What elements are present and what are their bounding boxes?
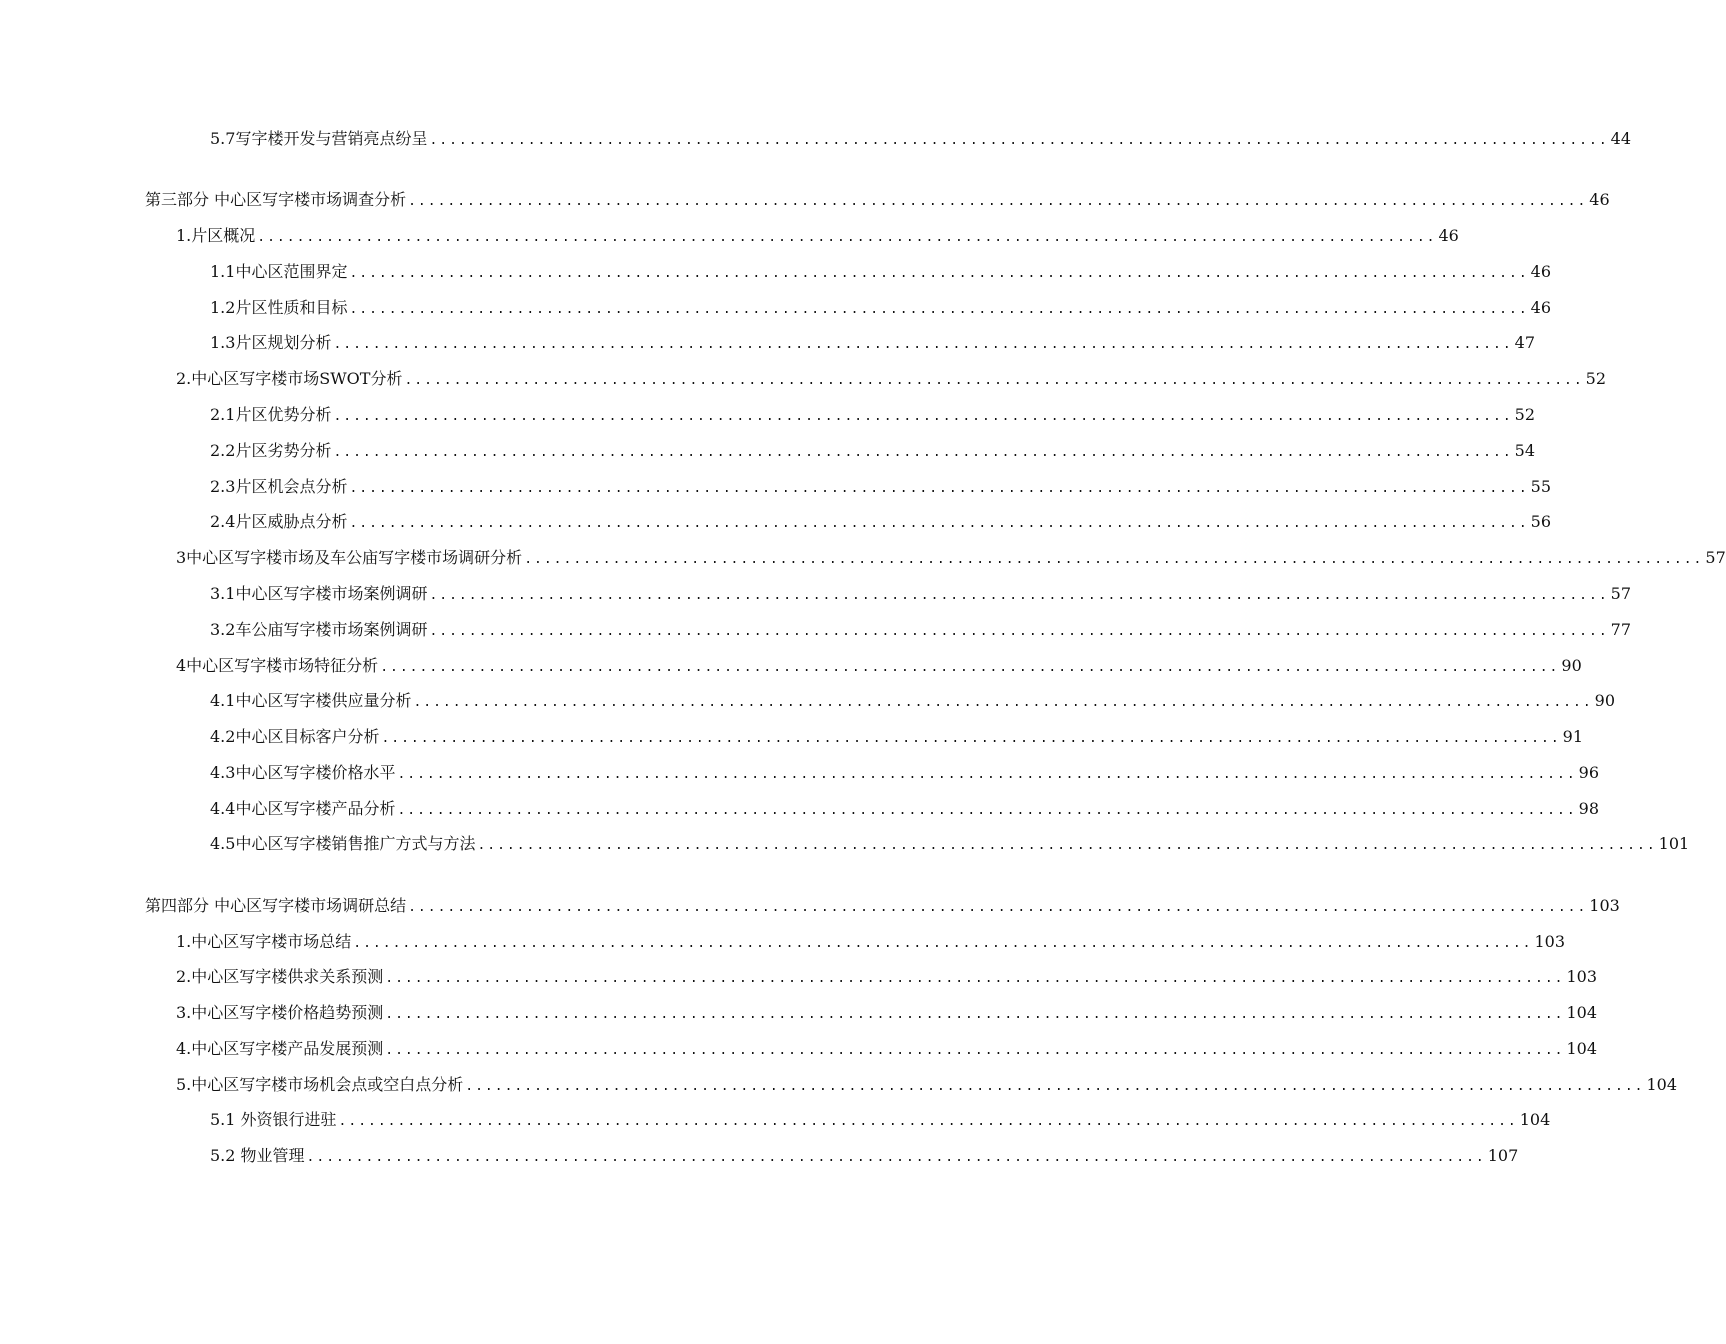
toc-entry-page: 52 bbox=[1514, 405, 1536, 424]
toc-entry-page: 52 bbox=[1585, 369, 1607, 388]
toc-leader-dots: ........................................................................................................................ bbox=[465, 1079, 1645, 1094]
toc-leader-dots: ........................................................................................................................ bbox=[349, 516, 1529, 531]
toc-entry[interactable] bbox=[210, 261, 1552, 283]
toc-entry[interactable] bbox=[210, 833, 1690, 855]
toc-entry-page: 91 bbox=[1562, 727, 1584, 746]
toc-entry-title: 5.2 物业管理 bbox=[210, 1146, 305, 1165]
toc-entry-page: 104 bbox=[1566, 1003, 1598, 1022]
toc-leader-dots: ........................................................................................................................ bbox=[349, 481, 1529, 496]
toc-entry[interactable] bbox=[210, 583, 1632, 605]
toc-leader-dots: ........................................................................................................................ bbox=[397, 803, 1577, 818]
toc-entry-title: 4.中心区写字楼产品发展预测 bbox=[176, 1039, 384, 1058]
toc-leader-dots: ........................................................................................................................ bbox=[477, 838, 1657, 853]
toc-entry-page: 55 bbox=[1530, 477, 1552, 496]
toc-entry-page: 103 bbox=[1566, 967, 1598, 986]
toc-entry[interactable] bbox=[176, 368, 1607, 390]
toc-entry-title: 第三部分 中心区写字楼市场调查分析 bbox=[145, 190, 407, 209]
toc-entry[interactable] bbox=[145, 895, 1620, 917]
toc-entry[interactable] bbox=[176, 1074, 1678, 1096]
toc-entry-page: 104 bbox=[1519, 1110, 1551, 1129]
toc-entry-page: 103 bbox=[1534, 932, 1566, 951]
toc-entry[interactable] bbox=[210, 511, 1552, 533]
toc-entry[interactable] bbox=[210, 297, 1552, 319]
toc-entry-page: 46 bbox=[1530, 262, 1552, 281]
toc-entry-page: 54 bbox=[1514, 441, 1536, 460]
toc-entry-page: 56 bbox=[1530, 512, 1552, 531]
toc-entry-page: 103 bbox=[1589, 896, 1620, 915]
toc-entry-title: 1.1中心区范围界定 bbox=[210, 262, 348, 281]
toc-entry-title: 第四部分 中心区写字楼市场调研总结 bbox=[145, 896, 407, 915]
toc-entry-title: 3.2车公庙写字楼市场案例调研 bbox=[210, 620, 428, 639]
toc-leader-dots: ........................................................................................................................ bbox=[381, 731, 1561, 746]
toc-entry-page: 96 bbox=[1578, 763, 1600, 782]
toc-entry-page: 107 bbox=[1487, 1146, 1519, 1165]
toc-entry-page: 46 bbox=[1438, 226, 1459, 245]
toc-entry-title: 4中心区写字楼市场特征分析 bbox=[176, 656, 379, 675]
toc-leader-dots: ........................................................................................................................ bbox=[333, 337, 1513, 352]
toc-entry-title: 3.中心区写字楼价格趋势预测 bbox=[176, 1003, 384, 1022]
toc-entry-page: 104 bbox=[1646, 1075, 1678, 1094]
toc-entry-title: 1.3片区规划分析 bbox=[210, 333, 332, 352]
toc-entry[interactable] bbox=[210, 798, 1600, 820]
toc-leader-dots: ........................................................................................................................ bbox=[257, 230, 1437, 245]
toc-leader-dots: ........................................................................................................................ bbox=[333, 445, 1513, 460]
toc-leader-dots: ........................................................................................................................ bbox=[397, 767, 1577, 782]
toc-entry-title: 4.5中心区写字楼销售推广方式与方法 bbox=[210, 834, 476, 853]
toc-leader-dots: ........................................................................................................................ bbox=[380, 660, 1560, 675]
toc-entry[interactable] bbox=[176, 966, 1598, 988]
toc-entry-page: 90 bbox=[1594, 691, 1616, 710]
toc-entry-page: 47 bbox=[1514, 333, 1536, 352]
toc-entry-page: 57 bbox=[1610, 584, 1632, 603]
toc-entry-title: 2.3片区机会点分析 bbox=[210, 477, 348, 496]
toc-leader-dots: ........................................................................................................................ bbox=[413, 695, 1593, 710]
toc-entry-title: 2.2片区劣势分析 bbox=[210, 441, 332, 460]
toc-entry[interactable] bbox=[210, 440, 1536, 462]
toc-entry-title: 2.中心区写字楼市场SWOT分析 bbox=[176, 369, 403, 388]
toc-entry-title: 3中心区写字楼市场及车公庙写字楼市场调研分析 bbox=[176, 548, 523, 567]
toc-leader-dots: ........................................................................................................................ bbox=[349, 302, 1529, 317]
toc-entry-title: 4.4中心区写字楼产品分析 bbox=[210, 799, 396, 818]
toc-entry[interactable] bbox=[210, 404, 1536, 426]
toc-entry-page: 44 bbox=[1610, 129, 1632, 148]
toc-entry[interactable] bbox=[210, 1145, 1519, 1167]
toc-leader-dots: ........................................................................................................................ bbox=[429, 624, 1609, 639]
toc-leader-dots: ........................................................................................................................ bbox=[349, 266, 1529, 281]
toc-entry-title: 1.片区概况 bbox=[176, 226, 256, 245]
toc-entry[interactable] bbox=[176, 1038, 1598, 1060]
toc-entry[interactable] bbox=[210, 762, 1600, 784]
toc-entry-title: 4.1中心区写字楼供应量分析 bbox=[210, 691, 412, 710]
toc-leader-dots: ........................................................................................................................ bbox=[338, 1114, 1518, 1129]
toc-leader-dots: ........................................................................................................................ bbox=[385, 1043, 1565, 1058]
toc-leader-dots: ........................................................................................................................ bbox=[408, 194, 1588, 209]
toc-leader-dots: ........................................................................................................................ bbox=[385, 971, 1565, 986]
toc-entry[interactable] bbox=[176, 547, 1726, 569]
toc-entry-page: 90 bbox=[1561, 656, 1582, 675]
toc-leader-dots: ........................................................................................................................ bbox=[333, 409, 1513, 424]
toc-entry-title: 2.4片区威胁点分析 bbox=[210, 512, 348, 531]
toc-entry-title: 2.1片区优势分析 bbox=[210, 405, 332, 424]
toc-leader-dots: ........................................................................................................................ bbox=[306, 1150, 1486, 1165]
toc-entry-title: 5.1 外资银行进驻 bbox=[210, 1110, 337, 1129]
toc-entry-page: 98 bbox=[1578, 799, 1600, 818]
toc-entry[interactable] bbox=[176, 931, 1566, 953]
toc-leader-dots: ........................................................................................................................ bbox=[385, 1007, 1565, 1022]
toc-entry[interactable] bbox=[210, 128, 1632, 150]
toc-entry-page: 46 bbox=[1589, 190, 1610, 209]
toc-entry-title: 1.中心区写字楼市场总结 bbox=[176, 932, 352, 951]
toc-entry[interactable] bbox=[210, 690, 1616, 712]
toc-entry[interactable] bbox=[210, 476, 1552, 498]
toc-entry[interactable] bbox=[210, 1109, 1551, 1131]
toc-entry-title: 2.中心区写字楼供求关系预测 bbox=[176, 967, 384, 986]
toc-entry[interactable] bbox=[176, 225, 1459, 247]
toc-entry[interactable] bbox=[145, 189, 1610, 211]
toc-leader-dots: ........................................................................................................................ bbox=[524, 552, 1704, 567]
toc-entry[interactable] bbox=[210, 332, 1536, 354]
toc-entry-page: 104 bbox=[1566, 1039, 1598, 1058]
toc-entry-page: 57 bbox=[1705, 548, 1726, 567]
toc-entry-page: 46 bbox=[1530, 298, 1552, 317]
toc-entry-title: 4.3中心区写字楼价格水平 bbox=[210, 763, 396, 782]
toc-entry[interactable] bbox=[176, 1002, 1598, 1024]
toc-entry-page: 77 bbox=[1610, 620, 1632, 639]
toc-entry-title: 5.7写字楼开发与营销亮点纷呈 bbox=[210, 129, 428, 148]
toc-leader-dots: ........................................................................................................................ bbox=[408, 900, 1588, 915]
toc-entry-title: 4.2中心区目标客户分析 bbox=[210, 727, 380, 746]
toc-entry[interactable] bbox=[210, 726, 1584, 748]
toc-leader-dots: ........................................................................................................................ bbox=[429, 133, 1609, 148]
toc-entry-page: 101 bbox=[1658, 834, 1690, 853]
toc-entry-title: 5.中心区写字楼市场机会点或空白点分析 bbox=[176, 1075, 464, 1094]
toc-entry[interactable] bbox=[210, 619, 1632, 641]
toc-entry-title: 1.2片区性质和目标 bbox=[210, 298, 348, 317]
toc-entry[interactable] bbox=[176, 655, 1582, 677]
toc-leader-dots: ........................................................................................................................ bbox=[404, 373, 1584, 388]
toc-leader-dots: ........................................................................................................................ bbox=[429, 588, 1609, 603]
toc-entry-title: 3.1中心区写字楼市场案例调研 bbox=[210, 584, 428, 603]
toc-leader-dots: ........................................................................................................................ bbox=[353, 936, 1533, 951]
